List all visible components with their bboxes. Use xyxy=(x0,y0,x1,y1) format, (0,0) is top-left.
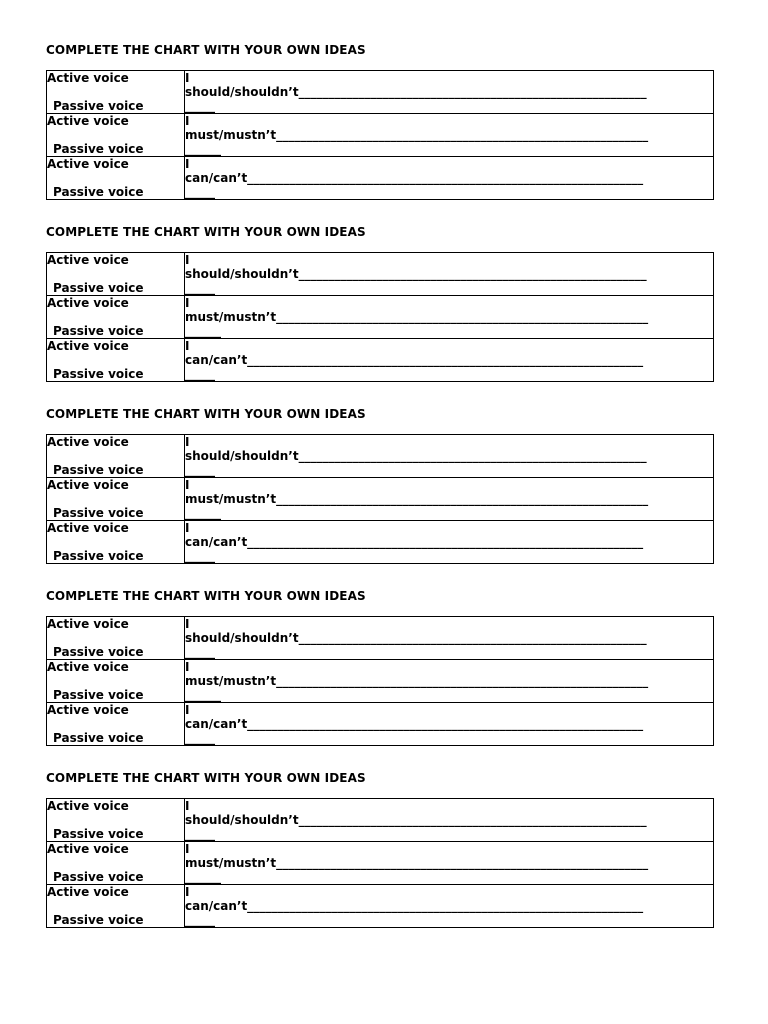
table-row xyxy=(47,253,714,296)
modal-text: can/can’t__________________________________________________________________ xyxy=(185,353,644,367)
answer-line: _____ xyxy=(185,463,215,477)
modal-text: must/mustn’t______________________________________________________________ xyxy=(185,128,649,142)
section-title: COMPLETE THE CHART WITH YOUR OWN IDEAS xyxy=(46,407,366,421)
answer-cell[interactable] xyxy=(185,339,714,382)
answer-line: _____ xyxy=(185,549,215,563)
voice-cell xyxy=(47,521,185,564)
table-row xyxy=(47,296,714,339)
modal-text: should/shouldn’t__________________________________________________________ xyxy=(185,85,647,99)
table-row xyxy=(47,339,714,382)
answer-cell[interactable] xyxy=(185,703,714,746)
voice-cell xyxy=(47,296,185,339)
passive-voice-label: Passive voice xyxy=(53,142,144,156)
table-row xyxy=(47,617,714,660)
chart-table xyxy=(46,798,714,928)
active-voice-label: Active voice xyxy=(47,296,129,310)
answer-line: ______ xyxy=(185,324,221,338)
answer-cell[interactable] xyxy=(185,296,714,339)
active-voice-label: Active voice xyxy=(47,660,129,674)
subject-text: I xyxy=(185,478,190,492)
passive-voice-label: Passive voice xyxy=(53,506,144,520)
active-voice-label: Active voice xyxy=(47,157,129,171)
answer-cell[interactable] xyxy=(185,799,714,842)
chart-section xyxy=(46,589,714,746)
chart-section xyxy=(46,43,714,200)
answer-line: _____ xyxy=(185,645,215,659)
passive-voice-label: Passive voice xyxy=(53,688,144,702)
passive-voice-label: Passive voice xyxy=(53,827,144,841)
voice-cell xyxy=(47,703,185,746)
subject-text: I xyxy=(185,157,190,171)
active-voice-label: Active voice xyxy=(47,478,129,492)
answer-cell[interactable] xyxy=(185,114,714,157)
section-title: COMPLETE THE CHART WITH YOUR OWN IDEAS xyxy=(46,225,366,239)
modal-text: can/can’t__________________________________________________________________ xyxy=(185,899,644,913)
active-voice-label: Active voice xyxy=(47,339,129,353)
active-voice-label: Active voice xyxy=(47,885,129,899)
voice-cell xyxy=(47,71,185,114)
chart-table xyxy=(46,434,714,564)
passive-voice-label: Passive voice xyxy=(53,185,144,199)
voice-cell xyxy=(47,339,185,382)
answer-line: ______ xyxy=(185,506,221,520)
table-row xyxy=(47,478,714,521)
voice-cell xyxy=(47,114,185,157)
answer-line: _____ xyxy=(185,281,215,295)
section-title: COMPLETE THE CHART WITH YOUR OWN IDEAS xyxy=(46,771,366,785)
modal-text: should/shouldn’t__________________________________________________________ xyxy=(185,813,647,827)
passive-voice-label: Passive voice xyxy=(53,99,144,113)
modal-text: can/can’t__________________________________________________________________ xyxy=(185,717,644,731)
passive-voice-label: Passive voice xyxy=(53,645,144,659)
subject-text: I xyxy=(185,617,190,631)
voice-cell xyxy=(47,478,185,521)
answer-line: _____ xyxy=(185,367,215,381)
subject-text: I xyxy=(185,435,190,449)
active-voice-label: Active voice xyxy=(47,71,129,85)
table-row xyxy=(47,885,714,928)
active-voice-label: Active voice xyxy=(47,114,129,128)
chart-table xyxy=(46,616,714,746)
passive-voice-label: Passive voice xyxy=(53,913,144,927)
answer-cell[interactable] xyxy=(185,253,714,296)
answer-cell[interactable] xyxy=(185,478,714,521)
answer-cell[interactable] xyxy=(185,157,714,200)
subject-text: I xyxy=(185,842,190,856)
active-voice-label: Active voice xyxy=(47,521,129,535)
answer-cell[interactable] xyxy=(185,885,714,928)
active-voice-label: Active voice xyxy=(47,799,129,813)
subject-text: I xyxy=(185,521,190,535)
answer-cell[interactable] xyxy=(185,521,714,564)
chart-section xyxy=(46,407,714,564)
table-row xyxy=(47,157,714,200)
active-voice-label: Active voice xyxy=(47,617,129,631)
voice-cell xyxy=(47,885,185,928)
answer-line: _____ xyxy=(185,185,215,199)
answer-cell[interactable] xyxy=(185,660,714,703)
passive-voice-label: Passive voice xyxy=(53,324,144,338)
subject-text: I xyxy=(185,71,190,85)
table-row xyxy=(47,71,714,114)
passive-voice-label: Passive voice xyxy=(53,281,144,295)
passive-voice-label: Passive voice xyxy=(53,731,144,745)
answer-cell[interactable] xyxy=(185,435,714,478)
answer-line: ______ xyxy=(185,142,221,156)
modal-text: should/shouldn’t__________________________________________________________ xyxy=(185,449,647,463)
subject-text: I xyxy=(185,114,190,128)
section-title: COMPLETE THE CHART WITH YOUR OWN IDEAS xyxy=(46,589,366,603)
table-row xyxy=(47,114,714,157)
answer-line: ______ xyxy=(185,688,221,702)
modal-text: must/mustn’t______________________________________________________________ xyxy=(185,492,649,506)
modal-text: must/mustn’t______________________________________________________________ xyxy=(185,856,649,870)
chart-section xyxy=(46,771,714,928)
passive-voice-label: Passive voice xyxy=(53,549,144,563)
modal-text: should/shouldn’t__________________________________________________________ xyxy=(185,267,647,281)
modal-text: can/can’t__________________________________________________________________ xyxy=(185,535,644,549)
subject-text: I xyxy=(185,885,190,899)
voice-cell xyxy=(47,157,185,200)
table-row xyxy=(47,521,714,564)
subject-text: I xyxy=(185,660,190,674)
subject-text: I xyxy=(185,339,190,353)
passive-voice-label: Passive voice xyxy=(53,870,144,884)
table-row xyxy=(47,435,714,478)
answer-cell[interactable] xyxy=(185,617,714,660)
modal-text: should/shouldn’t__________________________________________________________ xyxy=(185,631,647,645)
subject-text: I xyxy=(185,799,190,813)
chart-section xyxy=(46,225,714,382)
voice-cell xyxy=(47,253,185,296)
active-voice-label: Active voice xyxy=(47,435,129,449)
table-row xyxy=(47,842,714,885)
modal-text: must/mustn’t______________________________________________________________ xyxy=(185,310,649,324)
answer-cell[interactable] xyxy=(185,71,714,114)
table-row xyxy=(47,660,714,703)
subject-text: I xyxy=(185,296,190,310)
voice-cell xyxy=(47,660,185,703)
passive-voice-label: Passive voice xyxy=(53,367,144,381)
active-voice-label: Active voice xyxy=(47,703,129,717)
subject-text: I xyxy=(185,253,190,267)
answer-line: _____ xyxy=(185,99,215,113)
active-voice-label: Active voice xyxy=(47,842,129,856)
modal-text: must/mustn’t______________________________________________________________ xyxy=(185,674,649,688)
modal-text: can/can’t__________________________________________________________________ xyxy=(185,171,644,185)
voice-cell xyxy=(47,435,185,478)
answer-cell[interactable] xyxy=(185,842,714,885)
answer-line: ______ xyxy=(185,870,221,884)
subject-text: I xyxy=(185,703,190,717)
chart-table xyxy=(46,70,714,200)
table-row xyxy=(47,703,714,746)
passive-voice-label: Passive voice xyxy=(53,463,144,477)
chart-table xyxy=(46,252,714,382)
section-title: COMPLETE THE CHART WITH YOUR OWN IDEAS xyxy=(46,43,366,57)
table-row xyxy=(47,799,714,842)
answer-line: _____ xyxy=(185,827,215,841)
voice-cell xyxy=(47,617,185,660)
voice-cell xyxy=(47,799,185,842)
active-voice-label: Active voice xyxy=(47,253,129,267)
answer-line: _____ xyxy=(185,731,215,745)
answer-line: _____ xyxy=(185,913,215,927)
voice-cell xyxy=(47,842,185,885)
